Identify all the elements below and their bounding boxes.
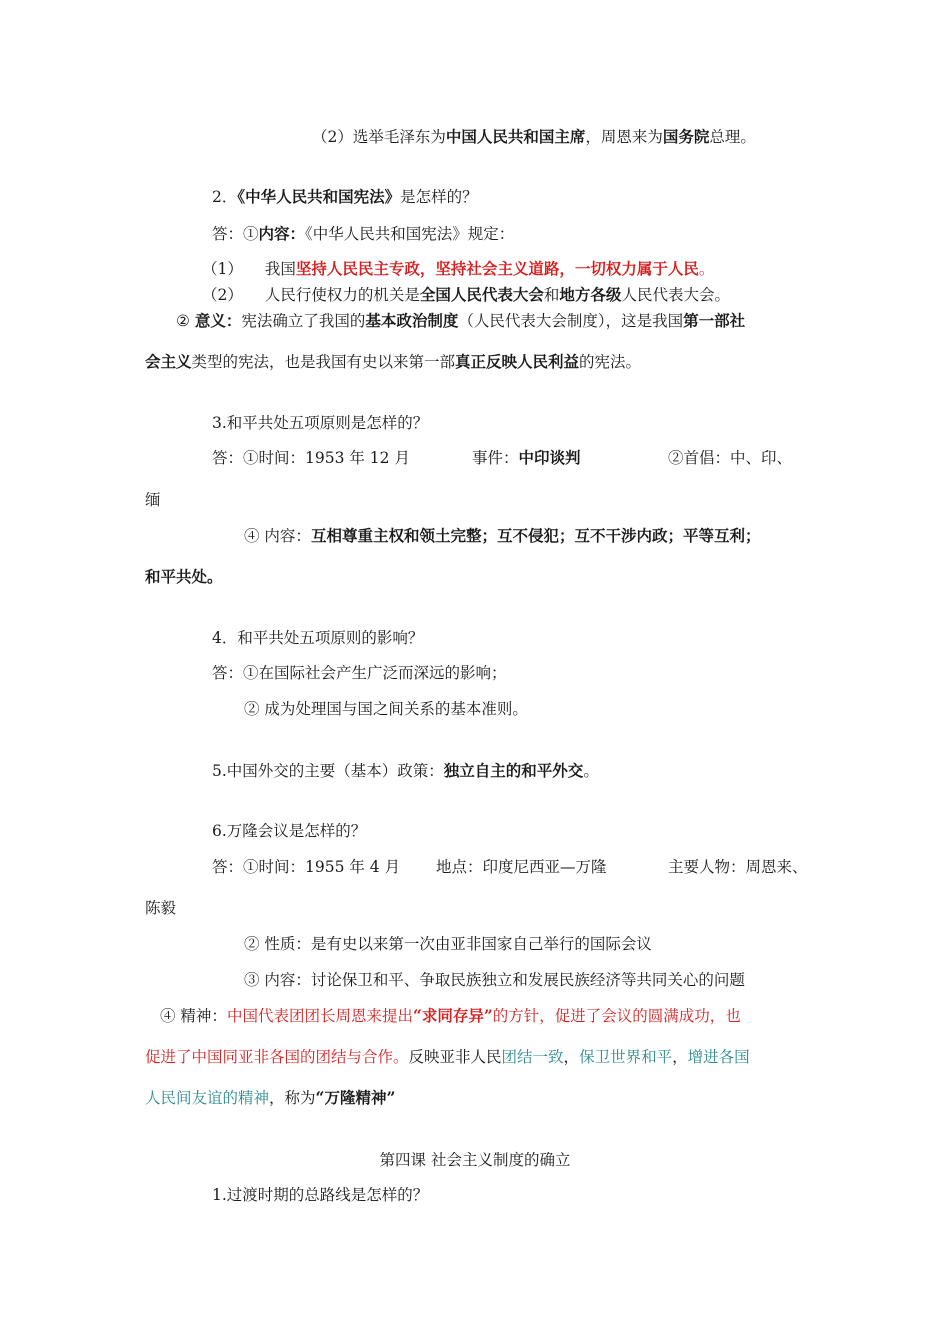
text: （2）选举毛泽东为	[312, 128, 446, 146]
text: 。	[698, 260, 715, 278]
q6-people: 主要人物：周恩来、	[668, 858, 808, 876]
q3-content-line1	[244, 525, 760, 547]
bold-term: “万隆精神”	[315, 1088, 396, 1107]
text: 事件：	[472, 449, 519, 467]
bold-term: 真正反映人民利益	[455, 352, 580, 371]
q2-point-1	[202, 258, 714, 280]
bold-term: 《中华人民共和国宪法》	[237, 187, 401, 206]
red-text: 促进了中国同亚非各国的团结与合作。	[145, 1048, 409, 1066]
text: （1）	[202, 260, 243, 278]
text: 的宪法。	[579, 353, 642, 371]
q6-place: 地点：印度尼西亚—万隆	[436, 858, 607, 876]
bold-term: 独立自主的和平外交	[443, 761, 584, 780]
text: ，	[672, 1048, 688, 1066]
text: 总理。	[709, 128, 756, 146]
q2-significance-line1	[176, 310, 745, 332]
text: ②	[176, 312, 195, 330]
red-text: 的方针，促进了会议的圆满成功，也	[492, 1007, 741, 1025]
teal-text: 团结一致	[501, 1048, 564, 1066]
question-3: 3.和平共处五项原则是怎样的？	[212, 414, 429, 432]
question-6: 6.万隆会议是怎样的？	[212, 822, 367, 840]
text: 5.中国外交的主要（基本）政策：	[212, 762, 444, 780]
bold-term: 中印谈判	[518, 448, 581, 467]
text: 《中华人民共和国宪法》规定：	[305, 225, 515, 243]
q6-time: 答：①时间：1955 年 4 月	[212, 858, 401, 876]
q6-spirit-line3	[145, 1087, 395, 1109]
text: 类型的宪法，也是我国有史以来第一部	[191, 353, 456, 371]
text: 人民代表大会。	[621, 286, 730, 304]
lesson-4-title: 第四课 社会主义制度的确立	[379, 1151, 571, 1169]
text: 和	[543, 286, 560, 304]
question-2	[212, 186, 478, 208]
text: 是怎样的？	[400, 188, 478, 206]
bold-term: 中国人民共和国主席	[445, 127, 586, 146]
bold-term: 互相尊重主权和领土完整；互不侵犯；互不干涉内政；平等互利；	[310, 526, 761, 545]
question-4: 4．和平共处五项原则的影响？	[212, 629, 424, 647]
election-line	[312, 126, 756, 148]
bold-term: 地方各级	[559, 285, 622, 304]
text: ④ 内容：	[244, 527, 311, 545]
bold-term: 第一部社	[683, 311, 746, 330]
q4-answer-2: ② 成为处理国与国之间关系的基本准则。	[244, 700, 528, 718]
q3-content-line2	[145, 566, 223, 588]
q3-answer-time: 答：①时间：1953 年 12 月	[212, 449, 410, 467]
q3-event	[472, 447, 581, 469]
bold-term: 全国人民代表大会	[419, 285, 544, 304]
text: ，	[563, 1048, 580, 1066]
q6-content: ③ 内容：讨论保卫和平、争取民族独立和发展民族经济等共同关心的问题	[244, 971, 745, 989]
bold-term: 和平共处。	[145, 567, 223, 586]
text: 2．	[212, 188, 238, 206]
teal-text: 保卫世界和平	[579, 1048, 673, 1066]
text: 答：①	[212, 225, 259, 243]
q3-initiators-cont: 缅	[145, 491, 161, 509]
q6-spirit-line2	[145, 1046, 750, 1068]
text: 反映亚非人民	[408, 1048, 502, 1066]
bold-term: 会主义	[145, 352, 192, 371]
q2-significance-line2	[145, 351, 641, 373]
text: （2）	[202, 286, 243, 304]
text: （人民代表大会制度），这是我国	[458, 312, 684, 330]
q4-answer-1: 答：①在国际社会产生广泛而深远的影响；	[212, 664, 507, 682]
q3-initiators: ②首倡：中、印、	[668, 449, 793, 467]
red-highlight: 坚持人民民主专政，坚持社会主义道路，一切权力属于人民	[295, 259, 699, 278]
text: ，称为	[269, 1089, 316, 1107]
question-5	[212, 760, 599, 782]
q2-answer-content	[212, 223, 514, 245]
text: 。	[583, 762, 599, 780]
bold-term: 基本政治制度	[365, 311, 459, 330]
text: ，周恩来为	[585, 128, 663, 146]
text: 我国	[264, 260, 296, 278]
q2-point-2	[202, 284, 730, 306]
bold-term: 意义：	[194, 311, 242, 330]
bold-term: 国务院	[662, 127, 710, 146]
bold-term: 内容：	[258, 224, 306, 243]
red-text: 中国代表团团长周恩来提出	[226, 1007, 413, 1025]
teal-text: 人民间友谊的精神	[145, 1089, 270, 1107]
text: 宪法确立了我国的	[241, 312, 366, 330]
lesson-4-question-1: 1.过渡时期的总路线是怎样的？	[212, 1186, 429, 1204]
q6-nature: ② 性质：是有史以来第一次由亚非国家自己举行的国际会议	[244, 935, 652, 953]
text: ④ 精神：	[160, 1007, 227, 1025]
q6-spirit-line1	[160, 1005, 741, 1027]
red-highlight: “求同存异”	[412, 1006, 493, 1025]
text: 人民行使权力的机关是	[264, 286, 420, 304]
q6-people-cont: 陈毅	[145, 899, 177, 917]
teal-text: 增进各国	[687, 1048, 750, 1066]
